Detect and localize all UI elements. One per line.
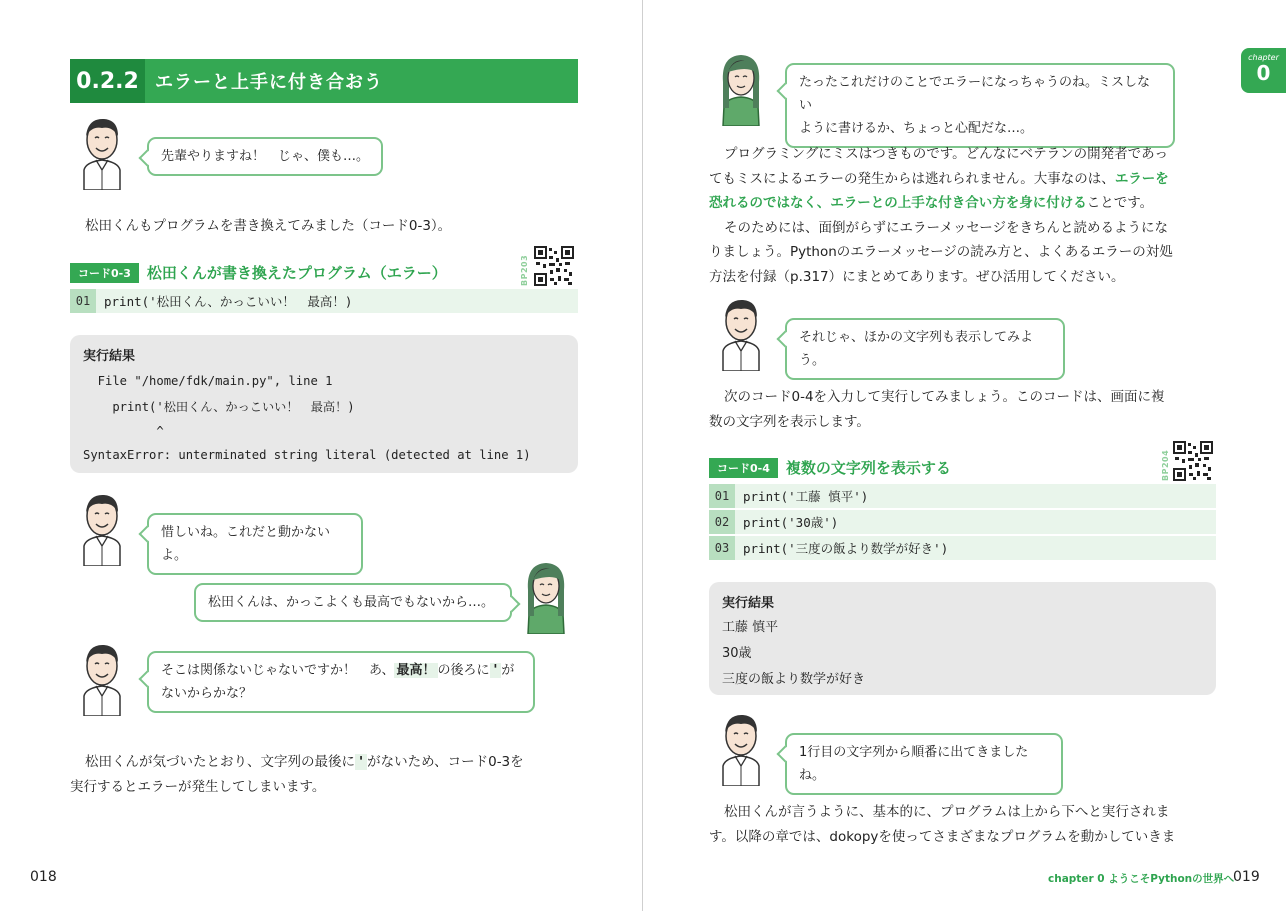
- result-box: [709, 582, 1216, 695]
- line-number: 03: [709, 536, 735, 560]
- speech-bubble-4: [147, 651, 535, 713]
- result-line: SyntaxError: unterminated string literal (detected at line 1): [83, 448, 531, 462]
- man-avatar: [715, 710, 767, 786]
- para-line: 実行するとエラーが発生してしまいます。: [70, 778, 326, 795]
- chapter-tab-label: chapter: [1248, 53, 1279, 62]
- paragraph-3: [709, 142, 1249, 289]
- code-label: コード0-3: [70, 263, 139, 283]
- para-line: りましょう。Pythonのエラーメッセージの読み方と、よくあるエラーの対処: [709, 244, 1173, 260]
- text-span: がないため、コード0-3を: [367, 754, 524, 770]
- text-span: そこは関係ないじゃないですか！ あ、: [161, 663, 395, 678]
- code-title: 松田くんが書き換えたプログラム（エラー）: [146, 264, 447, 282]
- right-page: [643, 0, 1286, 911]
- line-number: 01: [70, 289, 96, 313]
- bubble-text-line-1: [161, 659, 521, 682]
- result-line: print('松田くん、かっこいい！ 最高！): [83, 400, 355, 414]
- code-line: [709, 510, 1216, 534]
- para-line: 松田くんが言うように、基本的に、プログラムは上から下へと実行されま: [724, 804, 1170, 820]
- speech-bubble-2: [147, 513, 363, 575]
- bubble-text: 先輩やりますね！ じゃ、僕も…。: [161, 149, 370, 164]
- line-number: 01: [709, 484, 735, 508]
- qr-code-icon: [1173, 441, 1213, 481]
- para-line: [709, 167, 1249, 192]
- code-line: [70, 289, 578, 313]
- paragraph-2: [70, 750, 590, 799]
- footer-chapter: chapter 0 ようこそPythonの世界へ: [1048, 873, 1235, 885]
- paragraph-1: 松田くんもプログラムを書き換えてみました（コード0-3）。: [85, 218, 452, 234]
- woman-avatar: [715, 50, 767, 126]
- result-line: File "/home/fdk/main.py", line 1: [83, 374, 333, 388]
- man-avatar: [715, 295, 767, 371]
- page-number: 019: [1233, 869, 1260, 885]
- para-line: [70, 750, 590, 775]
- speech-bubble-7: [785, 733, 1063, 795]
- result-line: 工藤 慎平: [722, 620, 779, 635]
- line-code: print('松田くん、かっこいい！ 最高！): [104, 294, 353, 309]
- inline-code: ': [491, 663, 500, 678]
- bubble-text: 惜しいね。これだと動かないよ。: [161, 525, 331, 563]
- code-label: コード0-4: [709, 458, 778, 478]
- text-span: 松田くんが気づいたとおり、文字列の最後に: [85, 754, 355, 770]
- inline-code: ': [357, 754, 366, 770]
- speech-bubble-5: [785, 63, 1175, 148]
- bubble-text-line-1: たったこれだけのことでエラーになっちゃうのね。ミスしない: [799, 75, 1151, 113]
- speech-bubble-1: [147, 137, 383, 176]
- code-header: [709, 457, 951, 478]
- text-span: ことです。: [1086, 195, 1154, 211]
- bubble-text-line-2: ないからかな？: [161, 686, 253, 701]
- chapter-tab: [1241, 48, 1286, 93]
- text-span: てもミスによるエラーの発生からは逃れられません。大事なのは、: [709, 170, 1115, 187]
- result-line: 30歳: [722, 646, 752, 661]
- bubble-text: それじゃ、ほかの文字列も表示してみよう。: [799, 330, 1034, 368]
- line-code: print('工藤 慎平'): [743, 489, 869, 504]
- paragraph-5: [709, 800, 1249, 849]
- qr-code-icon: [534, 246, 574, 286]
- section-number: 0.2.2: [70, 59, 145, 103]
- woman-avatar: [520, 558, 572, 634]
- code-header: [70, 262, 447, 283]
- code-line: [709, 536, 1216, 560]
- text-span: が: [501, 663, 515, 678]
- highlight-text: エラーを: [1114, 170, 1169, 187]
- qr-code-id: BP204: [1161, 449, 1170, 481]
- para-line: 方法を付録（p.317）にまとめてあります。ぜひ活用してください。: [709, 268, 1125, 285]
- result-line: ^: [83, 424, 164, 438]
- line-code: print('30歳'): [743, 515, 839, 530]
- line-code: print('三度の飯より数学が好き'): [743, 541, 949, 556]
- bubble-text: 1行目の文字列から順番に出てきましたね。: [799, 745, 1029, 783]
- code-listing: [70, 289, 578, 315]
- para-line: そのためには、面倒がらずにエラーメッセージをきちんと読めるようにな: [724, 219, 1169, 236]
- section-heading: [70, 59, 578, 103]
- highlight-text: 恐れるのではなく、エラーとの上手な付き合い方を身に付ける: [709, 195, 1087, 211]
- code-title: 複数の文字列を表示する: [785, 459, 951, 477]
- line-number: 02: [709, 510, 735, 534]
- chapter-tab-number: 0: [1256, 61, 1271, 85]
- man-avatar: [76, 490, 128, 566]
- result-title: 実行結果: [722, 596, 775, 611]
- man-glasses-avatar: [76, 114, 128, 190]
- text-span: の後ろに: [437, 663, 490, 678]
- speech-bubble-6: [785, 318, 1065, 380]
- result-box: [70, 335, 578, 473]
- para-line: す。以降の章では、dokopyを使ってさまざまなプログラムを動かしていきま: [709, 828, 1176, 845]
- para-line: プログラミングにミスはつきものです。どんなにベテランの開発者であっ: [724, 146, 1169, 162]
- inline-code: 最高！: [396, 663, 436, 678]
- qr-code-id: BP203: [520, 254, 529, 286]
- paragraph-4: [709, 385, 1249, 434]
- result-title: 実行結果: [83, 349, 136, 364]
- code-line: [709, 484, 1216, 508]
- section-title: エラーと上手に付き合おう: [155, 72, 383, 93]
- page-number: 018: [30, 869, 57, 885]
- bubble-text: 松田くんは、かっこよくも最高でもないから…。: [208, 595, 495, 610]
- para-line: [709, 191, 1249, 216]
- para-line: 次のコード0-4を入力して実行してみましょう。このコードは、画面に複: [724, 389, 1165, 405]
- bubble-text-line-2: ように書けるか、ちょっと心配だな…。: [799, 121, 1034, 136]
- result-line: 三度の飯より数学が好き: [722, 672, 866, 687]
- para-line: 数の文字列を表示します。: [709, 413, 870, 430]
- code-listing: [709, 484, 1216, 562]
- man-avatar: [76, 640, 128, 716]
- speech-bubble-3: [194, 583, 512, 622]
